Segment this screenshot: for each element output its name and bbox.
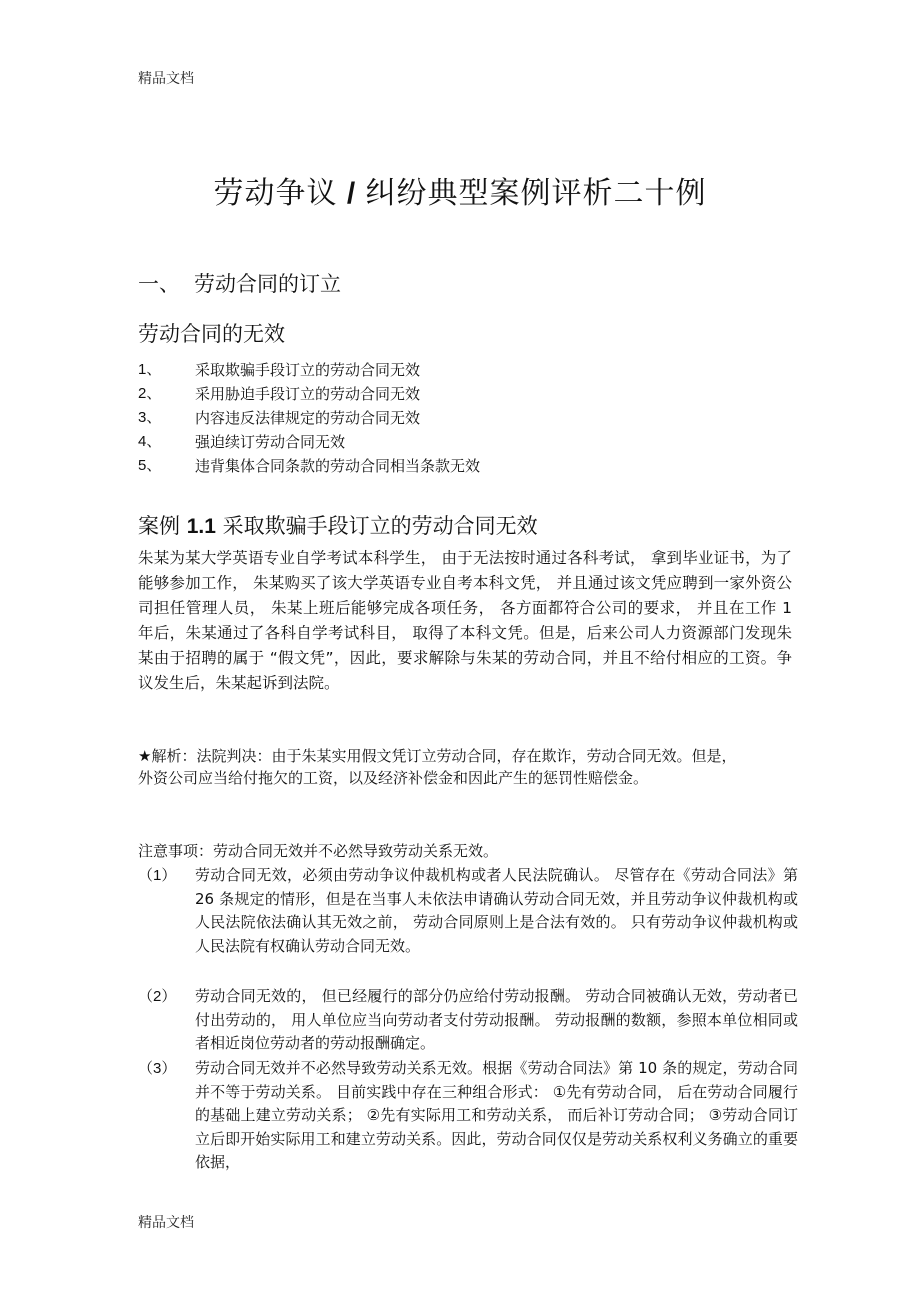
notes-title: 注意事项：劳动合同无效并不必然导致劳动关系无效。: [138, 842, 499, 860]
note-index: （2）: [138, 988, 177, 1005]
note-item: [138, 864, 798, 958]
note-item: [138, 985, 798, 1056]
case-number: 1.1: [186, 515, 216, 538]
list-item-number: 2、: [138, 385, 162, 402]
note-text: 劳动合同无效并不必然导致劳动关系无效。根据《劳动合同法》第 10 条的规定，劳动合同并不等于劳动关系。 目前实践中存在三种组合形式： ①先有劳动合同， 后在劳动合同履行的基础上建立劳动关系； ②先有实际用工和劳动关系， 而后补订劳动合同； ③劳动合同订立后即开始实际用工和建立劳动关系。因此，劳动合同仅仅是劳动关系权利义务确立的重要依据，: [195, 1059, 798, 1171]
list-item-text: 采用胁迫手段订立的劳动合同无效: [195, 385, 421, 403]
note-text: 劳动合同无效，必须由劳动争议仲裁机构或者人民法院确认。 尽管存在《劳动合同法》第 26 条规定的情形，但是在当事人未依法申请确认劳动合同无效，并且劳动争议仲裁机构或人民法院依法确认其无效之前， 劳动合同原则上是合法有效的。 只有劳动争议仲裁机构或人民法院有权确认劳动合同无效。: [195, 866, 798, 955]
case-body-paragraph: 朱某为某大学英语专业自学考试本科学生， 由于无法按时通过各科考试， 拿到毕业证书，为了能够参加工作， 朱某购买了该大学英语专业自考本科文凭， 并且通过该文凭应聘到一家外资公司担任管理人员， 朱某上班后能够完成各项任务， 各方面都符合公司的要求， 并且在工作 1 年后，朱某通过了各科自学考试科目， 取得了本科文凭。但是，后来公司人力资源部门发现朱某由于招聘的属于 “假文凭”，因此，要求解除与朱某的劳动合同，并且不给付相应的工资。争议发生后，朱某起诉到法院。: [138, 549, 792, 692]
title-part-1: 劳动争议: [213, 176, 338, 211]
page-header-mark: 精品文档: [138, 71, 194, 87]
title-slash: /: [337, 177, 366, 210]
list-item: [138, 454, 758, 478]
invalid-contract-list: [138, 358, 758, 478]
case-title: 采取欺骗手段订立的劳动合同无效: [222, 514, 538, 538]
list-item-number: 4、: [138, 433, 162, 450]
title-part-2: 纠纷典型案例评析二十例: [365, 176, 707, 211]
list-item: [138, 358, 758, 382]
list-item: [138, 430, 758, 454]
list-item-text: 内容违反法律规定的劳动合同无效: [195, 409, 421, 427]
list-item-number: 5、: [138, 457, 162, 474]
subsection-heading: 劳动合同的无效: [138, 322, 285, 346]
note-index: （3）: [138, 1060, 177, 1077]
list-item: [138, 406, 758, 430]
page-footer-mark: 精品文档: [138, 1215, 194, 1231]
case-label: 案例: [138, 514, 180, 538]
note-item: [138, 1057, 798, 1175]
note-index: （1）: [138, 867, 177, 884]
list-item-text: 强迫续订劳动合同无效: [195, 433, 346, 451]
list-item-number: 3、: [138, 409, 162, 426]
note-text: 劳动合同无效的， 但已经履行的部分仍应给付劳动报酬。 劳动合同被确认无效，劳动者已付出劳动的， 用人单位应当向劳动者支付劳动报酬。 劳动报酬的数额，参照本单位相同或者相近岗位劳动者的劳动报酬确定。: [195, 987, 798, 1052]
list-item: [138, 382, 758, 406]
document-title: [0, 168, 920, 212]
list-item-text: 采取欺骗手段订立的劳动合同无效: [195, 361, 421, 379]
list-item-number: 1、: [138, 361, 162, 378]
case-heading: [138, 510, 538, 540]
section-label: 劳动合同的订立: [194, 272, 341, 296]
section-number: 一、: [138, 272, 180, 296]
list-item-text: 违背集体合同条款的劳动合同相当条款无效: [195, 457, 481, 475]
section-heading: [138, 268, 341, 298]
analysis-paragraph: ★解析：法院判决：由于朱某实用假文凭订立劳动合同，存在欺诈，劳动合同无效。但是，外资公司应当给付拖欠的工资，以及经济补偿金和因此产生的惩罚性赔偿金。: [138, 747, 737, 787]
